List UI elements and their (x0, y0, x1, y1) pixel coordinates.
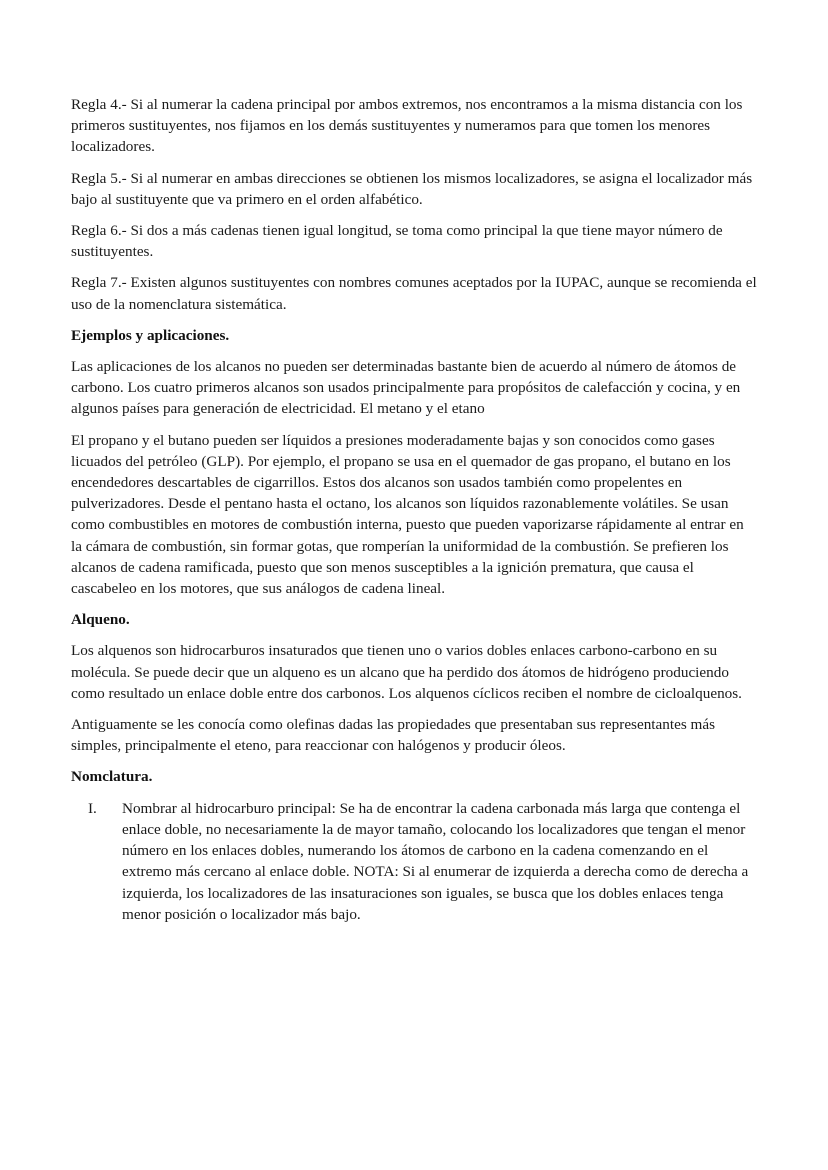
list-item (71, 798, 758, 925)
paragraph-definicion-alqueno: Los alquenos son hidrocarburos insaturados que tienen uno o varios dobles enlaces carbono-carbono en su molécula. Se puede decir que un alqueno es un alcano que ha perdido dos átomos de hidrógeno produciendo como resultado un enlace doble entre dos carbonos. Los alquenos cíclicos reciben el nombre de cicloalquenos. (71, 642, 742, 702)
list-item-marker: I. (88, 799, 97, 817)
heading-ejemplos-y-aplicaciones: Ejemplos y aplicaciones. (71, 326, 230, 344)
list-item-text: Nombrar al hidrocarburo principal: Se ha de encontrar la cadena carbonada más larga que contenga el enlace doble, no necesariamente la de mayor tamaño, colocando los localizadores que tengan el menor número en los enlaces dobles, numerando los átomos de carbono en la cadena comenzando en el extremo más cercano al enlace doble. NOTA: Si al enumerar de izquierda a derecha como de derecha a izquierda, los localizadores de las insaturaciones son iguales, se busca que los dobles enlaces tenga menor posición o localizador más bajo. (122, 799, 749, 923)
heading-alqueno: Alqueno. (71, 611, 130, 629)
heading-nomclatura: Nomclatura. (71, 768, 153, 786)
paragraph-regla-6: Regla 6.- Si dos a más cadenas tienen igual longitud, se toma como principal la que tiene mayor número de sustituyentes. (71, 222, 723, 261)
nomclatura-roman-list (71, 798, 758, 925)
paragraph-regla-5: Regla 5.- Si al numerar en ambas direcciones se obtienen los mismos localizadores, se asigna el localizador más bajo al sustituyente que va primero en el orden alfabético. (71, 169, 753, 208)
paragraph-regla-4: Regla 4.- Si al numerar la cadena principal por ambos extremos, nos encontramos a la misma distancia con los primeros sustituyentes, nos fijamos en los demás sustituyentes y numeramos para que tomen los menores localizadores. (71, 96, 743, 156)
paragraph-regla-7: Regla 7.- Existen algunos sustituyentes con nombres comunes aceptados por la IUPAC, aunque se recomienda el uso de la nomenclatura sistemática. (71, 274, 757, 313)
paragraph-aplicaciones-alcanos: Las aplicaciones de los alcanos no pueden ser determinadas bastante bien de acuerdo al número de átomos de carbono. Los cuatro primeros alcanos son usados principalmente para propósitos de calefacción y cocina, y en algunos países para generación de electricidad. El metano y el etano (71, 358, 741, 418)
document-body (71, 94, 758, 935)
paragraph-propano-butano: El propano y el butano pueden ser líquidos a presiones moderadamente bajas y son conocidos como gases licuados del petróleo (GLP). Por ejemplo, el propano se usa en el quemador de gas propano, el butano en los encendedores descartables de cigarrillos. Estos dos alcanos son usados también como propelentes en pulverizadores. Desde el pentano hasta el octano, los alcanos son líquidos razonablemente volátiles. Se usan como combustibles en motores de combustión interna, puesto que pueden vaporizarse rápidamente al entrar en la cámara de combustión, sin formar gotas, que romperían la uniformidad de la combustión. Se prefieren los alcanos de cadena ramificada, puesto que son menos susceptibles a la ignición prematura, que causa el cascabeleo en los motores, que sus análogos de cadena lineal. (71, 431, 744, 598)
paragraph-olefinas: Antiguamente se les conocía como olefinas dadas las propiedades que presentaban sus representantes más simples, principalmente el eteno, para reaccionar con halógenos y producir óleos. (71, 716, 715, 755)
